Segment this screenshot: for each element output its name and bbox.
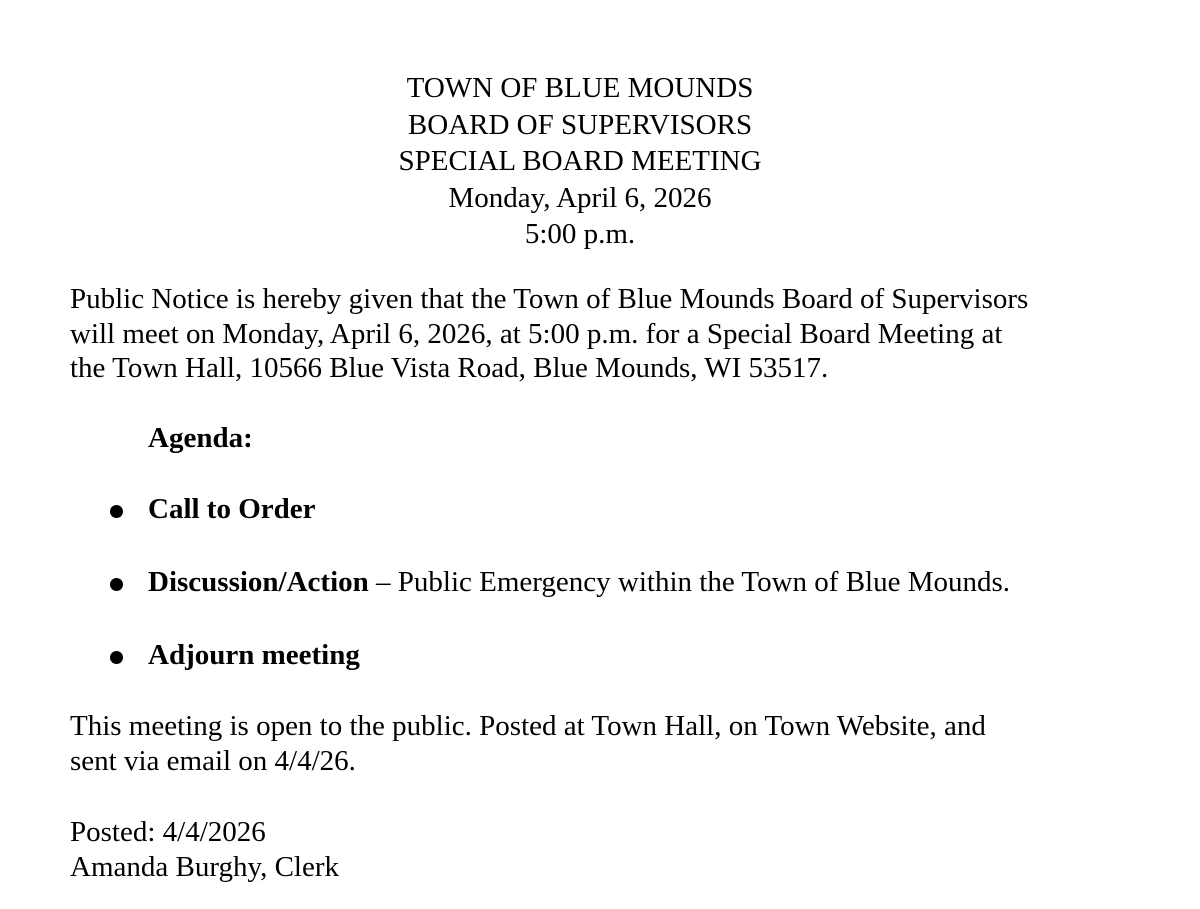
clerk-name: Amanda Burghy, Clerk bbox=[70, 850, 340, 883]
closing-paragraph bbox=[70, 709, 986, 778]
notice-line: will meet on Monday, April 6, 2026, at 5:00 p.m. for a Special Board Meeting at bbox=[70, 317, 1003, 350]
public-notice-paragraph bbox=[70, 282, 1028, 386]
agenda-heading: Agenda: bbox=[148, 422, 253, 454]
notice-header bbox=[0, 70, 1160, 253]
bullet-icon bbox=[110, 651, 123, 664]
agenda-item-title: Adjourn meeting bbox=[148, 639, 360, 671]
agenda-item-detail: – Public Emergency within the Town of Blue Mounds. bbox=[368, 566, 1011, 598]
header-meeting-date: Monday, April 6, 2026 bbox=[448, 181, 712, 214]
posted-date: Posted: 4/4/2026 bbox=[70, 816, 266, 848]
bullet-icon bbox=[110, 578, 123, 591]
header-board-name: BOARD OF SUPERVISORS bbox=[407, 108, 753, 141]
closing-line: sent via email on 4/4/26. bbox=[70, 744, 356, 777]
notice-line: Public Notice is hereby given that the Town of Blue Mounds Board of Supervisors bbox=[70, 283, 1029, 315]
agenda-item-text bbox=[148, 566, 1010, 599]
bullet-icon bbox=[110, 505, 123, 518]
header-meeting-type: SPECIAL BOARD MEETING bbox=[398, 145, 762, 177]
notice-line: the Town Hall, 10566 Blue Vista Road, Blue Mounds, WI 53517. bbox=[70, 352, 829, 384]
agenda-item-title: Discussion/Action bbox=[148, 566, 369, 598]
agenda-item-title: Call to Order bbox=[148, 493, 316, 525]
agenda-item-text bbox=[148, 493, 316, 526]
agenda-item-text bbox=[148, 639, 360, 672]
header-meeting-time: 5:00 p.m. bbox=[524, 218, 636, 250]
closing-line: This meeting is open to the public. Posted at Town Hall, on Town Website, and bbox=[70, 710, 986, 742]
signature-block bbox=[70, 815, 339, 884]
header-town-name: TOWN OF BLUE MOUNDS bbox=[406, 72, 754, 104]
